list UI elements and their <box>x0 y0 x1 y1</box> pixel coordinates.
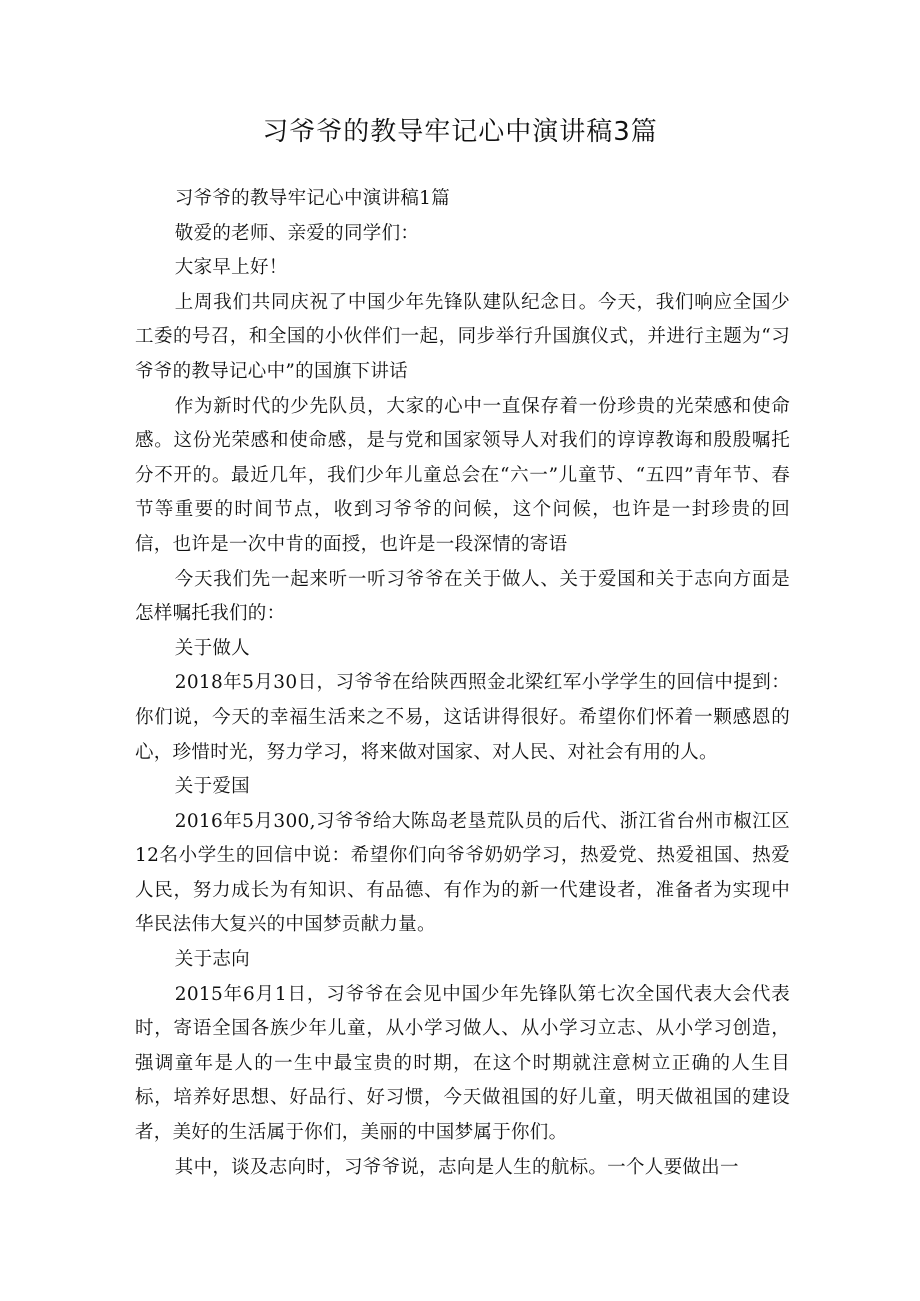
paragraph-salutation: 敬爱的老师、亲爱的同学们： <box>174 222 420 244</box>
document-title: 习爷爷的教导牢记心中演讲稿3篇 <box>262 117 658 147</box>
paragraph: 今天我们先一起来听一听习爷爷在关于做人、关于爱国和关于志向方面是怎样嘱托我们的： <box>135 568 790 625</box>
paragraph-subtitle: 习爷爷的教导牢记心中演讲稿1篇 <box>174 188 451 209</box>
section-heading-patriotism: 关于爱国 <box>174 776 250 798</box>
paragraph: 作为新时代的少先队员，大家的心中一直保存着一份珍贵的光荣感和使命感。这份光荣感和使命感，是与党和国家领导人对我们的谆谆教诲和殷殷嘱托分不开的。最近几年，我们少年儿童总会在“六一”儿童节、“五四”青年节、春节等重要的时间节点，收到习爷爷的问候，这个问候，也许是一封珍贵的回信，也许是一次中肯的面授，也许是一段深情的寄语 <box>135 395 790 555</box>
paragraph: 2016年5月300,习爷爷给大陈岛老垦荒队员的后代、浙江省台州市椒江区12名小学生的回信中说：希望你们向爷爷奶奶学习，热爱党、热爱祖国、热爱人民，努力成长为有知识、有品德、有作为的新一代建设者，准备者为实现中华民法伟大复兴的中国梦贡献力量。 <box>135 810 790 936</box>
section-heading-aspiration: 关于志向 <box>174 949 250 971</box>
paragraph-greeting: 大家早上好！ <box>174 257 288 279</box>
section-heading-conduct: 关于做人 <box>174 637 250 659</box>
paragraph: 上周我们共同庆祝了中国少年先锋队建队纪念日。今天，我们响应全国少工委的号召，和全国的小伙伴们一起，同步举行升国旗仪式，并进行主题为“习爷爷的教导记心中”的国旗下讲话 <box>135 291 790 382</box>
paragraph: 2018年5月30日，习爷爷在给陕西照金北梁红军小学学生的回信中提到：你们说，今天的幸福生活来之不易，这话讲得很好。希望你们怀着一颗感恩的心，珍惜时光，努力学习，将来做对国家、对人民、对社会有用的人。 <box>135 672 790 763</box>
paragraph: 其中，谈及志向时，习爷爷说，志向是人生的航标。一个人要做出一 <box>174 1156 739 1178</box>
document-body <box>135 182 790 1185</box>
paragraph: 2015年6月1日，习爷爷在会见中国少年先锋队第七次全国代表大会代表时，寄语全国各族少年儿童，从小学习做人、从小学习立志、从小学习创造，强调童年是人的一生中最宝贵的时期，在这个时期就注意树立正确的人生目标，培养好思想、好品行、好习惯，今天做祖国的好儿童，明天做祖国的建设者，美好的生活属于你们，美丽的中国梦属于你们。 <box>135 983 790 1144</box>
